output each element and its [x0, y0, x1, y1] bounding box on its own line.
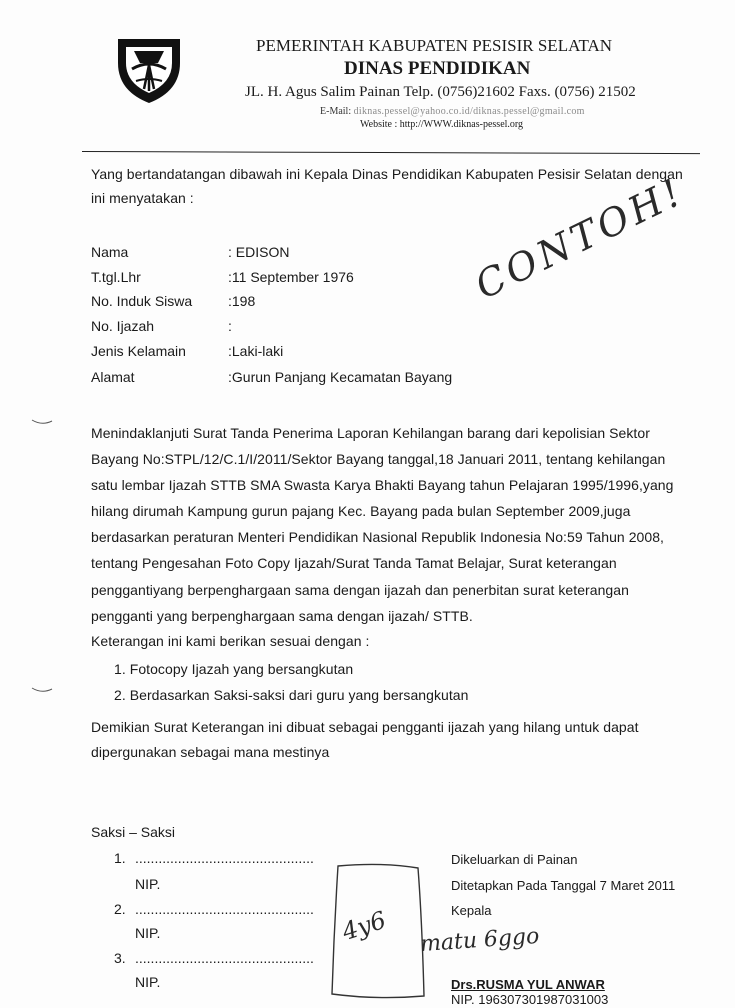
margin-mark-icon: [30, 418, 54, 426]
value-birth: :11 September 1976: [228, 269, 354, 285]
official-nip: NIP. 196307301987031003: [451, 992, 609, 1007]
closing-line-1: Demikian Surat Keterangan ini dibuat sebagai pengganti ijazah yang hilang untuk dapat: [91, 719, 639, 735]
label-gender: Jenis Kelamain: [91, 343, 186, 359]
letterhead-email: [320, 106, 585, 117]
email-value: diknas.pessel@yahoo.co.id/diknas.pessel@gmail.com: [353, 106, 585, 117]
basis-intro: Keterangan ini kami berikan sesuai dengan :: [91, 633, 370, 649]
intro-line-2: ini menyatakan :: [91, 190, 194, 206]
label-certificate-number: No. Ijazah: [91, 318, 155, 334]
value-name: : EDISON: [228, 244, 290, 260]
witness-2-nip: NIP.: [135, 925, 161, 941]
issuance-date: Ditetapkan Pada Tanggal 7 Maret 2011: [451, 878, 676, 893]
letterhead-agency: DINAS PENDIDIKAN: [344, 58, 531, 79]
body-line-2: Bayang No:STPL/12/C.1/I/2011/Sektor Bayang tanggal,18 Januari 2011, tentang kehilangan: [91, 451, 666, 467]
witness-2-number: 2.: [114, 901, 126, 917]
body-line-1: Menindaklanjuti Surat Tanda Penerima Laporan Kehilangan barang dari kepolisian Sektor: [91, 425, 650, 441]
letterhead-address: JL. H. Agus Salim Painan Telp. (0756)21602 Faxs. (0756) 21502: [245, 84, 636, 100]
value-gender: :Laki-laki: [228, 343, 284, 359]
label-address: Alamat: [91, 369, 135, 385]
witness-1-number: 1.: [114, 850, 126, 866]
label-student-number: No. Induk Siswa: [91, 293, 193, 309]
label-birth: T.tgl.Lhr: [91, 269, 141, 285]
witness-title: Saksi – Saksi: [91, 824, 176, 840]
body-line-6: tentang Pengesahan Foto Copy Ijazah/Surat Tanda Tamat Belajar, Surat keterangan: [91, 555, 617, 571]
witness-2-signature-line: ..............................................: [135, 901, 314, 917]
label-name: Nama: [91, 244, 129, 260]
witness-1-signature-line: ..............................................: [135, 850, 314, 866]
official-signature: matu 6ggo: [419, 923, 541, 958]
letterhead-government: PEMERINTAH KABUPATEN PESISIR SELATAN: [256, 36, 613, 55]
body-line-5: berdasarkan peraturan Menteri Pendidikan Nasional Republik Indonesia No:59 Tahun 2008,: [91, 529, 664, 545]
margin-mark-icon: [30, 686, 54, 694]
issuance-role: Kepala: [451, 903, 492, 918]
body-line-7: penggantiyang berpenghargaan sama dengan ijazah dan penerbitan surat keterangan: [91, 582, 629, 598]
letterhead-divider: [82, 151, 700, 154]
body-line-3: satu lembar Ijazah STTB SMA Swasta Karya Bhakti Bayang tahun Pelajaran 1995/1996,yang: [91, 477, 674, 493]
witness-3-number: 3.: [114, 950, 126, 966]
issuance-place: Dikeluarkan di Painan: [451, 852, 578, 867]
witness-3-nip: NIP.: [135, 974, 161, 990]
letterhead-website: Website : http://WWW.diknas-pessel.org: [360, 119, 524, 130]
witness-1-nip: NIP.: [135, 876, 161, 892]
official-name: Drs.RUSMA YUL ANWAR: [451, 977, 605, 992]
intro-line-1: Yang bertandatangan dibawah ini Kepala Dinas Pendidikan Kabupaten Pesisir Selatan dengan: [91, 166, 683, 182]
value-certificate-number: :: [228, 318, 232, 334]
value-student-number: :198: [228, 293, 256, 309]
handwritten-sample-note: CONTOH!: [468, 168, 692, 308]
stamp-handwriting: 4y6: [338, 905, 390, 947]
basis-item-2: 2. Berdasarkan Saksi-saksi dari guru yang bersangkutan: [114, 687, 469, 703]
witness-3-signature-line: ..............................................: [135, 950, 314, 966]
closing-line-2: dipergunakan sebagai mana mestinya: [91, 744, 330, 760]
basis-item-1: 1. Fotocopy Ijazah yang bersangkutan: [114, 661, 354, 677]
email-label: E-Mail:: [320, 106, 352, 117]
value-address: :Gurun Panjang Kecamatan Bayang: [228, 369, 453, 385]
body-line-8: pengganti yang berpenghargaan sama dengan ijazah/ STTB.: [91, 608, 473, 624]
body-line-4: hilang dirumah Kampung gurun pajang Kec. Bayang pada bulan September 2009,juga: [91, 503, 631, 519]
regency-emblem-icon: [112, 33, 186, 105]
